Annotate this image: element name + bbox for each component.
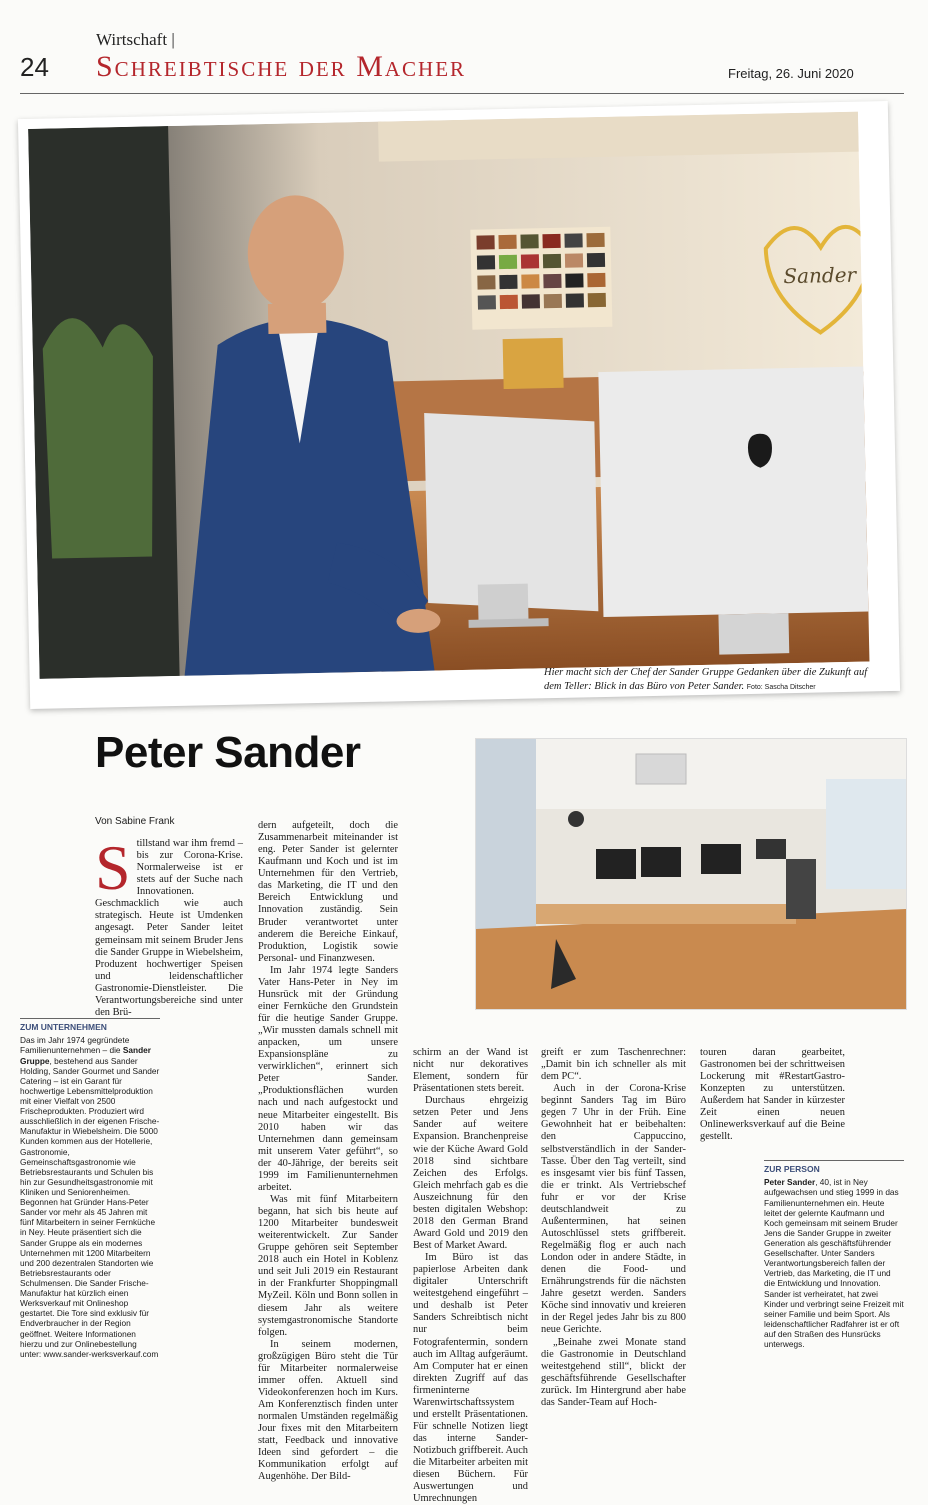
info-box-bold: Sander Gruppe	[20, 1045, 151, 1066]
office-portrait-illustration	[28, 112, 869, 679]
article-paragraph: „Beinahe zwei Monate stand die Gastronomie in Deutschland weitestgehend still“, blickt der geschäftsführende Gesellschafter zurück. Im Hintergrund aber habe das Sander-Team auf Hoch-	[541, 1336, 686, 1408]
photo-collage	[470, 227, 612, 330]
office-photo	[475, 738, 907, 1010]
article-paragraph: Im Büro ist das papierlose Arbeiten dank digitaler Unterschrift weitestgehend eingeführt – und deshalb ist Peter Sanders Schreibtisch nicht nur beim Fotografentermin, sondern auch im Alltag aufgeräumt. Am Computer hat er einen direkten Zugriff auf das firmeninterne Warenwirtschaftssystem und erstellt Präsentationen. Für schnelle Notizen liegt das interne Sander-Notizbuch griffbereit. Auch die Mitarbeiter arbeiten mit diesen Büchern. Für Auswertungen und Umrechnungen	[413, 1252, 528, 1505]
info-box-title: ZUR PERSON	[764, 1160, 904, 1174]
article-paragraph: greift er zum Taschenrechner: „Damit bin ich schneller als mit dem PC“.	[541, 1047, 686, 1083]
article-column-2	[258, 820, 398, 1483]
info-box-text: , bestehend aus Sander Holding, Sander Gourmet und Sander Catering – ist ein Garant für hochwertige Lebensmittelproduktion mit einer Vielfalt von 2500 Frischeprodukten. Produziert wird ausschließlich in der eigenen Frische-Manufaktur in Wiebelsheim. Die 5000 Kunden kommen aus der Hotellerie, Gastronomie, Gemeinschaftsgastronomie wie Betriebsrestaurants und Schulen bis hin zur Gesundheitsgastronomie mit Kliniken und Seniorenheimen. Begonnen hat Gründer Hans-Peter Sander vor mehr als 45 Jahren mit fünf Mitarbeitern in seiner Fernküche in Ney. Heute präsentiert sich die Sander Gruppe als ein modernes Unternehmen mit 1200 Mitarbeitern und 200 dezentralen Standorten wie Betriebsrestaurants oder Schulmensen. Die Sander Frische-Manufaktur hat kürzlich einen Werksverkauf mit Onlineshop gestartet. Die Tore sind exklusiv für Endverbraucher in der Region geöffnet. Weitere Informationen hierzu und zur Onlinebestellung unter: www.sander-werksverkauf.com	[20, 1055, 160, 1359]
info-box-body	[764, 1177, 904, 1349]
info-box-body	[20, 1035, 160, 1359]
article-column-1	[95, 832, 243, 1019]
article-headline: Peter Sander	[95, 728, 361, 777]
article-paragraph: schirm an der Wand ist nicht nur dekoratives Element, sondern für Präsentationen stets bereit.	[413, 1047, 528, 1095]
article-paragraph	[95, 832, 243, 1019]
imac-left	[424, 409, 598, 628]
article-paragraph: Im Jahr 1974 legte Sanders Vater Hans-Peter in Ney im Hunsrück mit der Gründung einer Fernküche den Grundstein für die heutige Sander Gruppe. „Wir mussten damals schnell mit anpacken, um unsere Expansionspläne zu verwirklichen“, erinnert sich Peter Sander. „Produktionsflächen wurden nach und nach aufgestockt und neue Mitarbeiter eingestellt. Bis 2010 haben wir das Unternehmen dann gemeinsam mit unserem Vater geführt“, so der 40-Jährige, der bereits seit 1999 im Familienunternehmen arbeitet.	[258, 964, 398, 1193]
drop-cap: S	[95, 832, 131, 903]
info-box-title: ZUM UNTERNEHMEN	[20, 1018, 160, 1032]
section-label: Wirtschaft |	[96, 30, 175, 49]
caption-text: Hier macht sich der Chef der Sander Gruppe Gedanken über die Zukunft auf dem Teller: Blick in das Büro von Peter Sander.	[544, 667, 868, 692]
main-photo	[18, 101, 900, 709]
article-paragraph: dern aufgeteilt, doch die Zusammenarbeit miteinander ist eng. Peter Sander ist gelernter Kaufmann und Koch und ist im Unternehmen für den Vertrieb, das Marketing, die IT und den Bereich Entwicklung und Innovation zuständig. Sein Bruder verantwortet unter anderem die Bereiche Einkauf, Produktion, Logistik sowie Personal- und Finanzwesen.	[258, 820, 398, 964]
article-paragraph: Was mit fünf Mitarbeitern begann, hat sich bis heute auf 1200 Mitarbeiter bundesweit weiterentwickelt. Zur Sander Gruppe gehören seit September 2018 auch ein Hotel in Koblenz und seit Juli 2019 ein Restaurant in der Frankfurter Shoppingmall MyZeil. Köln und Bonn sollen in diesem Jahr als weitere systemgastronomische Standorte folgen.	[258, 1193, 398, 1338]
info-box-person	[764, 1160, 904, 1349]
article-paragraph: Durchaus ehrgeizig setzen Peter und Jens Sander auf weitere Expansion. Branchenpreise wie der Küche Award Gold 2018 sind sichtbare Zeichen des Erfolgs. Gleich mehrfach gab es die Auszeichnung für den besten digitalen Webshop: 2018 den German Brand Award Gold und 2019 den Best of Market Award.	[413, 1095, 528, 1251]
issue-date: Freitag, 26. Juni 2020	[728, 66, 854, 81]
page-number: 24	[20, 52, 49, 82]
header-rule	[20, 93, 904, 94]
article-paragraph: touren daran gearbeitet, Gastronomen bei der schrittweisen Lockerung mit #RestartGastro-Konzepten zu unterstützen. Außerdem hat Sander in kürzester Zeit einen neuen Onlinewerksverkauf auf die Beine gestellt.	[700, 1047, 845, 1143]
article-paragraph: In seinem modernen, großzügigen Büro steht die Tür für Mitarbeiter normalerweise immer offen. Aktuell sind Videokonferenzen hoch im Kurs. Am Konferenztisch finden unter normalen Umständen regelmäßig Jour fixes mit den Mitarbeitern statt, Feedback und innovative Ideen sind gefordert – die Kommunikation erfolgt auf Augenhöhe. Der Bild-	[258, 1338, 398, 1483]
article-paragraph: Auch in der Corona-Krise beginnt Sanders Tag im Büro gegen 7 Uhr in der Früh. Eine Gewohnheit hat er beibehalten: den Cappuccino, selbstverständlich in der Sander-Tasse. Über den Tag verteilt, sind es insgesamt vier bis fünf Tassen, die er trinkt. Als Vertriebschef fuhr er vor der Krise deutschlandweit zu Außenterminen, hat seinen Autoschlüssel stets griffbereit. Regelmäßig flog er auch nach London oder in andere Städte, in denen die Food- und Ernährungstrends für die nächsten Jahre gesetzt werden. Sanders Köche sind innovativ und kreieren in der Regel jedes Jahr bis zu 800 neue Gerichte.	[541, 1083, 686, 1336]
svg-text:Sander: Sander	[783, 262, 857, 289]
info-box-bold: Peter Sander	[764, 1177, 816, 1188]
article-column-5	[700, 1047, 845, 1144]
article-byline: Von Sabine Frank	[95, 816, 175, 827]
main-photo-caption	[544, 666, 874, 693]
lead-text: tillstand war ihm fremd – bis zur Corona-Krise. Normalerweise ist er stets auf der Suche nach Innovationen. Geschmacklich wie auch strategisch. Heute ist Umdenken angesagt. Peter Sander leitet gemeinsam mit seinem Bruder Jens die Sander Gruppe in Wiebelsheim, Produzent hochwertiger Speisen und leidenschaftlicher Gastronomie-Dienstleister. Die Verantwortungsbereiche sind unter den Brü-	[95, 838, 243, 1018]
info-box-text: , 40, ist in Ney aufgewachsen und stieg 1999 in das Familienunternehmen ein. Heute leitet der gelernte Kaufmann und Koch gemeinsam mit seinem Bruder Jens die Sander Gruppe in zweiter Generation als geschäftsführender Gesellschafter. Unter Sanders Verantwortungsbereich fallen der Vertrieb, das Marketing, die IT und die Entwicklung und Innovation. Sander ist verheiratet, hat zwei Kinder und verbringt seine Freizeit mit seiner Familie und beim Sport. Als leidenschaftlicher Radfahrer ist er oft auf den Straßen des Hunsrücks unterwegs.	[764, 1177, 904, 1350]
info-box-text: Das im Jahr 1974 gegründete Familienunternehmen – die	[20, 1035, 130, 1056]
series-title: Schreibtische der Macher	[96, 50, 467, 83]
article-column-4	[541, 1047, 686, 1409]
photo-credit: Foto: Sascha Ditscher	[746, 683, 816, 691]
article-column-3	[413, 1047, 528, 1505]
office-room-illustration	[476, 739, 906, 1009]
info-box-company	[20, 1018, 160, 1359]
